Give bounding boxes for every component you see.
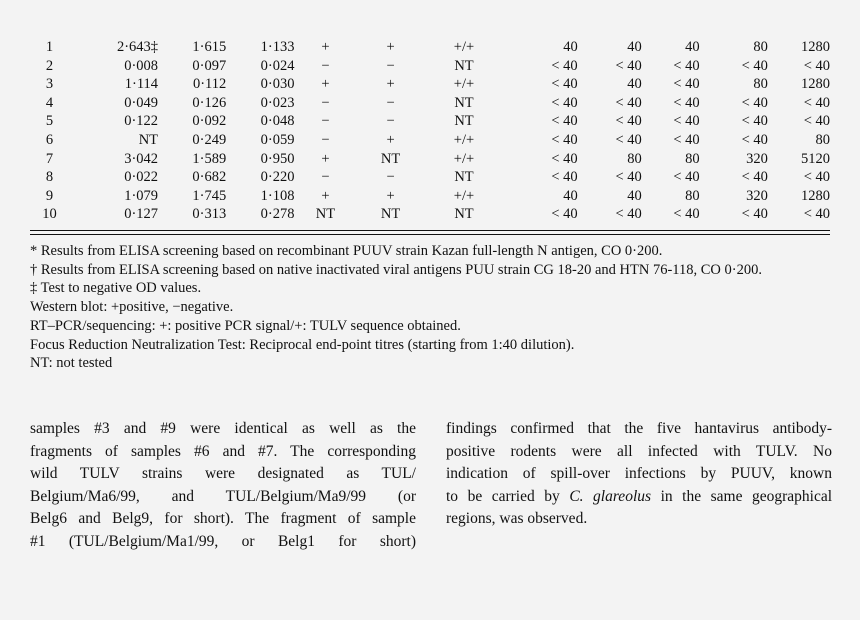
footnote-elisa-recombinant: * Results from ELISA screening based on recombinant PUUV strain Kazan full-length N antigen, CO 0·200. <box>30 243 663 259</box>
table-cell: NT <box>454 206 474 223</box>
table-cell: < 40 <box>551 150 578 167</box>
table-cell: 0·127 <box>124 206 159 223</box>
table-cell: + <box>321 39 330 55</box>
text-line: #1 (TUL/Belgium/Ma1/99, or Belg1 for short) <box>30 532 416 550</box>
text-line: wild TULV strains were designated as TUL/ <box>30 465 416 483</box>
table-cell: < 40 <box>741 57 768 74</box>
table-cell: 5 <box>45 113 54 130</box>
table-cell: 1·079 <box>124 187 159 204</box>
table-cell: 40 <box>627 76 642 93</box>
table-cell: − <box>321 169 330 186</box>
species-name: C. glareolus <box>569 487 652 505</box>
table-cell: 0·048 <box>260 113 295 130</box>
table-cell: − <box>386 94 395 111</box>
table-cell: 9 <box>45 187 54 204</box>
text-line-species <box>446 486 832 509</box>
footnote-negative-od: ‡ Test to negative OD values. <box>30 280 202 297</box>
table-cell: 0·112 <box>192 76 227 93</box>
table-cell: < 40 <box>741 113 768 130</box>
table-cell: 320 <box>746 150 768 167</box>
table-cell: 40 <box>627 39 642 55</box>
table-cell: 0·092 <box>192 113 227 130</box>
table-cell: 0·030 <box>260 76 295 93</box>
table-cell: 80 <box>815 131 830 148</box>
table-cell: 0·126 <box>192 94 227 111</box>
table-cell: − <box>386 57 395 74</box>
table-row <box>34 38 830 57</box>
text-line: Belg6 and Belg9, for short). The fragment of sample <box>30 510 416 528</box>
table-cell: − <box>321 94 330 111</box>
table-cell: 80 <box>753 39 768 55</box>
table-cell: < 40 <box>673 57 700 74</box>
table-cell: 1 <box>45 39 54 55</box>
table-cell: + <box>321 150 330 167</box>
table-cell: 4 <box>45 94 54 111</box>
table-cell: < 40 <box>803 94 830 111</box>
table-cell: < 40 <box>551 57 578 74</box>
table-cell: 0·682 <box>192 169 227 186</box>
table-cell: − <box>386 113 395 130</box>
table-row <box>34 75 830 94</box>
table-bottom-rule-1 <box>30 230 830 231</box>
table-cell: 1280 <box>801 39 830 55</box>
table-cell: 40 <box>627 187 642 204</box>
footnote-rt-pcr: RT–PCR/sequencing: +: positive PCR signal/+: TULV sequence obtained. <box>30 317 461 334</box>
table-cell: 0·024 <box>260 57 295 74</box>
table-cell: 0·008 <box>124 57 159 74</box>
table-cell: 0·059 <box>260 131 295 148</box>
table-cell: 80 <box>753 76 768 93</box>
table-cell: NT <box>454 113 474 130</box>
table-cell: + <box>386 131 395 148</box>
table-cell: 0·249 <box>192 131 227 148</box>
table-cell: < 40 <box>551 76 578 93</box>
table-cell: < 40 <box>741 94 768 111</box>
table-row <box>34 131 830 150</box>
table-cell: +/+ <box>453 131 475 148</box>
table-cell: < 40 <box>551 131 578 148</box>
footnote-nt: NT: not tested <box>30 355 113 372</box>
table-cell: + <box>321 76 330 93</box>
table-cell: < 40 <box>673 94 700 111</box>
table-cell: 80 <box>685 187 700 204</box>
table-row <box>34 57 830 76</box>
table-cell: +/+ <box>453 150 475 167</box>
table-row <box>34 112 830 131</box>
table-cell: 3 <box>45 76 54 93</box>
table-cell: < 40 <box>803 57 830 74</box>
table-cell: 10 <box>42 206 57 223</box>
table-cell: 5120 <box>801 150 830 167</box>
table-cell: < 40 <box>673 113 700 130</box>
table-row <box>34 94 830 113</box>
table-cell: 80 <box>685 150 700 167</box>
table-cell: 7 <box>45 150 54 167</box>
table-cell: < 40 <box>741 206 768 223</box>
table-row <box>34 205 830 224</box>
table-cell: NT <box>138 131 159 148</box>
table-cell: 0·022 <box>124 169 159 186</box>
table-cell: +/+ <box>453 76 475 93</box>
table-cell: 1·133 <box>260 39 295 55</box>
table-cell: 1280 <box>801 187 830 204</box>
table-cell: NT <box>454 169 474 186</box>
table-cell: 40 <box>563 187 578 204</box>
table-cell: < 40 <box>615 94 642 111</box>
text-fragment: in the same geographical <box>660 487 833 505</box>
table-cell: − <box>321 113 330 130</box>
table-cell: < 40 <box>673 131 700 148</box>
text-line: positive rodents were all infected with TULV. No <box>446 442 832 460</box>
table-body <box>34 38 830 224</box>
table-cell: < 40 <box>673 76 700 93</box>
text-line: regions, was observed. <box>446 510 588 528</box>
table-cell: < 40 <box>551 206 578 223</box>
table-cell: 40 <box>685 39 700 55</box>
table-cell: + <box>386 39 395 55</box>
table-cell: 1·615 <box>192 39 227 55</box>
table-cell: − <box>386 169 395 186</box>
table-cell: 40 <box>563 39 578 55</box>
table-cell: NT <box>380 206 401 223</box>
table-cell: < 40 <box>615 206 642 223</box>
table-cell: < 40 <box>551 94 578 111</box>
table-bottom-rule-2 <box>30 234 830 235</box>
table-row <box>34 187 830 206</box>
table-cell: < 40 <box>615 131 642 148</box>
table-cell: 1·745 <box>192 187 227 204</box>
table-cell: 1·114 <box>124 76 159 93</box>
table-cell: NT <box>454 94 474 111</box>
table-cell: 0·313 <box>192 206 227 223</box>
paragraph-right <box>446 418 832 531</box>
table-cell: 3·042 <box>124 150 159 167</box>
table-cell: 0·049 <box>124 94 159 111</box>
footnote-elisa-native: † Results from ELISA screening based on native inactivated viral antigens PUU strain CG 18-20 and HTN 76-118, CO 0·200. <box>30 261 762 278</box>
body-column-right <box>446 418 832 531</box>
table-cell: 1·108 <box>260 187 295 204</box>
results-table <box>34 38 830 224</box>
table-cell: 0·023 <box>260 94 295 111</box>
text-line: findings confirmed that the five hantavirus antibody- <box>446 420 832 437</box>
table-cell: < 40 <box>803 206 830 223</box>
table-cell: − <box>321 131 330 148</box>
table-cell: NT <box>315 206 336 223</box>
table-row <box>34 150 830 169</box>
table-cell: 2·643‡ <box>116 39 159 55</box>
text-line: Belgium/Ma6/99, and TUL/Belgium/Ma9/99 (or <box>30 487 416 505</box>
table-cell: < 40 <box>673 169 700 186</box>
table-cell: NT <box>380 150 401 167</box>
footnote-frnt: Focus Reduction Neutralization Test: Reciprocal end-point titres (starting from 1:40 dilution). <box>30 336 575 353</box>
table-cell: < 40 <box>551 169 578 186</box>
table-cell: 0·278 <box>260 206 295 223</box>
table-cell: 0·097 <box>192 57 227 74</box>
table-cell: < 40 <box>741 169 768 186</box>
table-cell: 0·220 <box>260 169 295 186</box>
table-cell: 0·950 <box>260 150 295 167</box>
table-cell: 1·589 <box>192 150 227 167</box>
text-line: fragments of samples #6 and #7. The corresponding <box>30 442 416 460</box>
table-cell: < 40 <box>741 131 768 148</box>
table-cell: < 40 <box>615 113 642 130</box>
footnote-western-blot: Western blot: +positive, −negative. <box>30 299 234 316</box>
table-cell: 320 <box>746 187 768 204</box>
table-cell: 80 <box>627 150 642 167</box>
text-line: samples #3 and #9 were identical as well as the <box>30 420 416 437</box>
text-fragment: to be carried by <box>446 487 560 505</box>
table-cell: 2 <box>45 57 54 74</box>
table-cell: 6 <box>45 131 54 148</box>
table-cell: 1280 <box>801 76 830 93</box>
table-cell: + <box>321 187 330 204</box>
table-cell: NT <box>454 57 474 74</box>
text-line: indication of spill-over infections by PUUV, known <box>446 465 832 483</box>
paragraph-left <box>30 418 416 554</box>
footnotes <box>30 242 834 373</box>
table-cell: 0·122 <box>124 113 159 130</box>
table-cell: − <box>321 57 330 74</box>
table-cell: < 40 <box>673 206 700 223</box>
table-cell: < 40 <box>803 113 830 130</box>
table-cell: < 40 <box>615 57 642 74</box>
table-cell: < 40 <box>615 169 642 186</box>
table-cell: < 40 <box>803 169 830 186</box>
table-cell: + <box>386 187 395 204</box>
table-cell: +/+ <box>453 187 475 204</box>
table-cell: 8 <box>45 169 54 186</box>
table-cell: +/+ <box>453 39 475 55</box>
table-cell: + <box>386 76 395 93</box>
body-column-left <box>30 418 416 554</box>
table-row <box>34 168 830 187</box>
table-cell: < 40 <box>551 113 578 130</box>
